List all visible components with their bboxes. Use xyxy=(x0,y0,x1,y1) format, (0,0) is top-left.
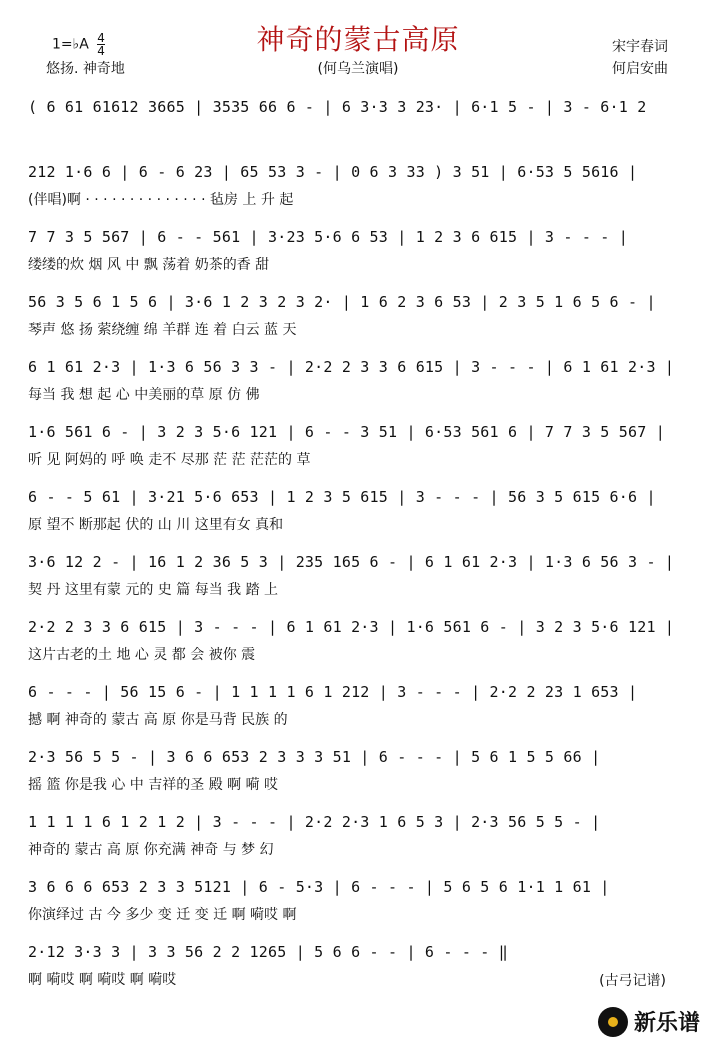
lyric-line: 缕缕的炊 烟 风 中 飘 荡着 奶茶的香 甜 xyxy=(28,257,270,273)
performer-note: (何乌兰演唱) xyxy=(317,61,399,77)
song-title: 神奇的蒙古高原 xyxy=(256,23,460,56)
music-line: ( 6 61 61612 3665 | 3535 66 6 - | 6 3·3 3 23· | 6·1 5 - | 3 - 6·1 2 xyxy=(28,98,647,116)
music-line: 3·6 12 2 - | 16 1 2 36 5 3 | 235 165 6 - | 6 1 61 2·3 | 1·3 6 56 3 - | xyxy=(28,553,675,571)
music-line: 2·2 2 3 3 6 615 | 3 - - - | 6 1 61 2·3 | 1·6 561 6 - | 3 2 3 5·6 121 | xyxy=(28,618,675,636)
time-signature-bottom: 4 xyxy=(97,44,105,58)
music-line: 6 - - - | 56 15 6 - | 1 1 1 1 6 1 212 | 3 - - - | 2·2 2 23 1 653 | xyxy=(28,683,638,701)
logo-text: 新乐谱 xyxy=(633,1010,700,1035)
lyric-line: 琴声 悠 扬 萦绕缠 绵 羊群 连 着 白云 蓝 天 xyxy=(28,322,297,338)
music-line: 6 1 61 2·3 | 1·3 6 56 3 3 - | 2·2 2 3 3 6 615 | 3 - - - | 6 1 61 2·3 | xyxy=(28,358,675,376)
tempo-marking: 悠扬. 神奇地 xyxy=(46,61,125,77)
time-signature-top: 4 xyxy=(97,31,105,45)
lyric-line: 神奇的 蒙古 高 原 你充满 神奇 与 梦 幻 xyxy=(28,842,274,858)
music-line: 7 7 3 5 567 | 6 - - 561 | 3·23 5·6 6 53 | 1 2 3 6 615 | 3 - - - | xyxy=(28,228,628,246)
lyric-line: 啊 嗬哎 啊 嗬哎 啊 嗬哎 xyxy=(28,972,177,988)
music-line: 1 1 1 1 6 1 2 1 2 | 3 - - - | 2·2 2·3 1 6 5 3 | 2·3 56 5 5 - | xyxy=(28,813,601,831)
music-line: 3 6 6 6 653 2 3 3 5121 | 6 - 5·3 | 6 - - - | 5 6 5 6 1·1 1 61 | xyxy=(28,878,610,896)
lyric-line: 这片古老的土 地 心 灵 都 会 被你 震 xyxy=(28,647,256,663)
music-line: 1·6 561 6 - | 3 2 3 5·6 121 | 6 - - 3 51 | 6·53 561 6 | 7 7 3 5 567 | xyxy=(28,423,665,441)
music-line: 6 - - 5 61 | 3·21 5·6 653 | 1 2 3 5 615 | 3 - - - | 56 3 5 615 6·6 | xyxy=(28,488,656,506)
music-line: 212 1·6 6 | 6 - 6 23 | 65 53 3 - | 0 6 3 33 ) 3 51 | 6·53 5 5616 | xyxy=(28,163,638,181)
music-line: 2·12 3·3 3 | 3 3 56 2 2 1265 | 5 6 6 - - | 6 - - - ‖ xyxy=(28,943,508,961)
lyric-line: 原 望不 断那起 伏的 山 川 这里有女 真和 xyxy=(28,517,284,533)
record-disc-icon xyxy=(598,1007,628,1037)
music-line: 2·3 56 5 5 - | 3 6 6 653 2 3 3 3 51 | 6 - - - | 5 6 1 5 5 66 | xyxy=(28,748,601,766)
lyric-line: 契 丹 这里有蒙 元的 史 篇 每当 我 踏 上 xyxy=(28,582,279,598)
composer-credit: 何启安曲 xyxy=(612,61,668,77)
lyric-line: 你演绎过 古 今 多少 变 迁 变 迁 啊 嗬哎 啊 xyxy=(28,907,297,923)
lyric-line xyxy=(28,124,690,146)
transcriber-note: (古弓记谱) xyxy=(599,973,666,989)
lyricist-credit: 宋宇春词 xyxy=(612,39,668,55)
lyric-line: 撼 啊 神奇的 蒙古 高 原 你是马背 民族 的 xyxy=(28,712,288,728)
key-label: 1=♭A xyxy=(52,36,89,53)
music-line: 56 3 5 6 1 5 6 | 3·6 1 2 3 2 3 2· | 1 6 2 3 6 53 | 2 3 5 1 6 5 6 - | xyxy=(28,293,656,311)
lyric-line: 每当 我 想 起 心 中美丽的草 原 仿 佛 xyxy=(28,387,260,403)
lyric-line: (伴唱)啊 · · · · · · · · · · · · · · 毡房 上 升 起 xyxy=(28,192,294,208)
lyric-line: 听 见 阿妈的 呼 唤 走不 尽那 茫 茫 茫茫的 草 xyxy=(28,452,311,468)
lyric-line: 摇 篮 你是我 心 中 吉祥的圣 殿 啊 嗬 哎 xyxy=(28,777,279,793)
site-logo xyxy=(598,1006,700,1037)
